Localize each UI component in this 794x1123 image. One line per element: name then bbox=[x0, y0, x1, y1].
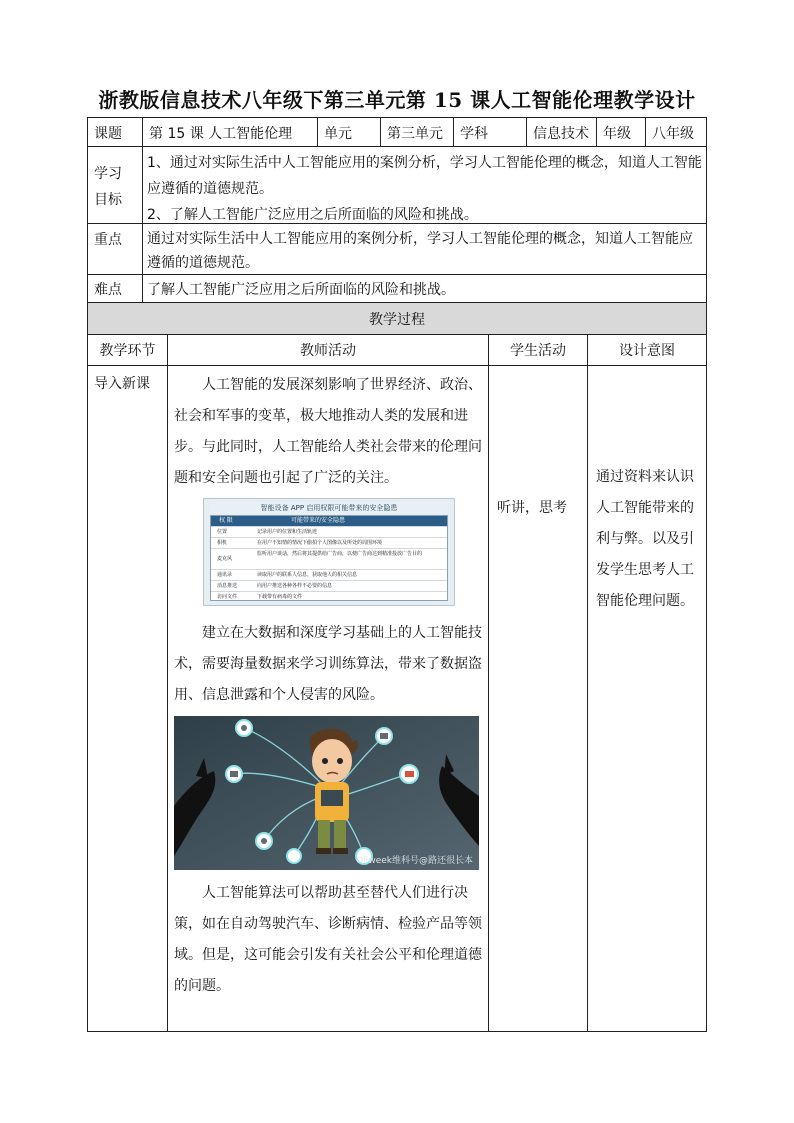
key-label-cell bbox=[87, 223, 143, 275]
teacher-paragraph-1: 人工智能的发展深刻影响了世界经济、政治、社会和军事的变革，极大地推动人类的发展和进步。与此同时，人工智能给人类社会带来的伦理问题和安全问题也引起了广泛的关注。 bbox=[174, 377, 482, 486]
permissions-row-value: 记录用户的位置和生活轨迹 bbox=[257, 529, 318, 535]
permissions-row bbox=[211, 548, 447, 569]
goal-1: 1、通过对实际生活中人工智能应用的案例分析，学习人工智能伦理的概念，知道人工智能应遵循的道德规范。 bbox=[147, 155, 702, 197]
permissions-row-value: 读取用户的联系人信息，获取他人的相关信息 bbox=[257, 572, 358, 578]
label-grade bbox=[596, 117, 646, 147]
label-unit-text: 单元 bbox=[324, 126, 352, 142]
key-label: 重点 bbox=[94, 232, 122, 248]
permissions-row-key: 位置 bbox=[217, 529, 228, 535]
permissions-row bbox=[211, 537, 447, 548]
difficulty-text: 了解人工智能广泛应用之后所面临的风险和挑战。 bbox=[147, 282, 455, 298]
teacher-paragraph-2: 建立在大数据和深度学习基础上的人工智能技术，需要海量数据来学习训练算法，带来了数据盗用、信息泄露和个人侵害的风险。 bbox=[174, 625, 482, 703]
permissions-row-key: 麦克风 bbox=[217, 556, 233, 562]
permissions-row bbox=[211, 591, 447, 602]
student-text: 听讲，思考 bbox=[497, 500, 567, 516]
label-unit bbox=[317, 117, 381, 147]
goals-label: 学习 目标 bbox=[94, 166, 122, 208]
goals-label-cell bbox=[87, 146, 143, 224]
col-intent-header bbox=[587, 334, 707, 366]
difficulty-label: 难点 bbox=[94, 282, 122, 298]
col-intent-text: 设计意图 bbox=[619, 343, 675, 359]
privacy-illustration-graphic bbox=[174, 716, 479, 870]
intent-text: 通过资料来认识人工智能带来的利与弊。以及引发学生思考人工智能伦理问题。 bbox=[596, 469, 694, 609]
label-grade-text: 年级 bbox=[603, 126, 631, 142]
unit-cell bbox=[380, 117, 454, 147]
permissions-row-key: 相机 bbox=[217, 540, 228, 546]
col-student-header bbox=[488, 334, 588, 366]
grade-cell bbox=[645, 117, 707, 147]
permissions-table-image bbox=[203, 498, 455, 606]
unit-value: 第三单元 bbox=[387, 126, 443, 142]
intent-cell bbox=[587, 365, 707, 1032]
key-text: 通过对实际生活中人工智能应用的案例分析，学习人工智能伦理的概念，知道人工智能应遵循的道德规范。 bbox=[147, 231, 693, 271]
teacher-cell bbox=[167, 365, 489, 1032]
permissions-col-b: 可能带来的安全隐患 bbox=[291, 517, 346, 524]
lesson-title-cell bbox=[142, 117, 318, 147]
col-teacher-header bbox=[167, 334, 489, 366]
permissions-row-value: 下载带有病毒的文件 bbox=[257, 594, 303, 600]
process-title: 教学过程 bbox=[369, 312, 425, 328]
permissions-row-value: 监听用户谈话，然后将其提供给广告商，以便广告商达到精准投放广告目的 bbox=[257, 551, 423, 557]
permissions-row-key: 访问文件 bbox=[217, 594, 238, 600]
permissions-image-table bbox=[210, 515, 448, 601]
watermark-text: OFweek维科号@路还很长本 bbox=[356, 856, 473, 866]
label-subject-text: 学科 bbox=[460, 126, 488, 142]
subject-cell bbox=[526, 117, 597, 147]
permissions-row bbox=[211, 526, 447, 537]
col-teacher-text: 教师活动 bbox=[300, 343, 356, 359]
permissions-image-header-bar bbox=[211, 516, 447, 526]
goal-2: 2、了解人工智能广泛应用之后所面临的风险和挑战。 bbox=[147, 207, 478, 223]
privacy-illustration bbox=[174, 716, 479, 870]
process-title-cell bbox=[87, 302, 707, 335]
col-student-text: 学生活动 bbox=[510, 343, 566, 359]
difficulty-content bbox=[142, 274, 707, 303]
permissions-col-a: 权 限 bbox=[219, 517, 233, 524]
document-title: 浙教版信息技术八年级下第三单元第 15 课人工智能伦理教学设计 bbox=[98, 88, 696, 112]
label-lesson bbox=[87, 117, 143, 147]
permissions-row-key: 消息推送 bbox=[217, 583, 238, 589]
teacher-paragraph-3: 人工智能算法可以帮助甚至替代人们进行决策，如在自动驾驶汽车、诊断病情、检验产品等领域。但是，这可能会引发有关社会公平和伦理道德的问题。 bbox=[174, 885, 482, 994]
permissions-row-value: 向用户推送各种各样不必要的信息 bbox=[257, 583, 333, 589]
key-content bbox=[142, 223, 707, 275]
permissions-image-heading: 智能设备 APP 启用权限可能带来的安全隐患 bbox=[210, 502, 448, 514]
permissions-row bbox=[211, 569, 447, 580]
difficulty-label-cell bbox=[87, 274, 143, 303]
stage-cell bbox=[87, 365, 168, 1032]
label-subject bbox=[453, 117, 527, 147]
label-lesson-text: 课题 bbox=[94, 126, 122, 142]
permissions-row-key: 通讯录 bbox=[217, 572, 233, 578]
lesson-title: 第 15 课 人工智能伦理 bbox=[149, 126, 293, 142]
student-cell bbox=[488, 365, 588, 1032]
subject-value: 信息技术 bbox=[533, 126, 589, 142]
goals-content bbox=[142, 146, 707, 224]
col-stage-text: 教学环节 bbox=[99, 343, 156, 359]
col-stage-header bbox=[87, 334, 168, 366]
stage-text: 导入新课 bbox=[94, 376, 150, 392]
permissions-row-value: 在用户不知情的情况下偷拍个人图像以及所处的周围环境 bbox=[257, 540, 383, 546]
permissions-row bbox=[211, 580, 447, 591]
grade-value: 八年级 bbox=[652, 126, 694, 142]
